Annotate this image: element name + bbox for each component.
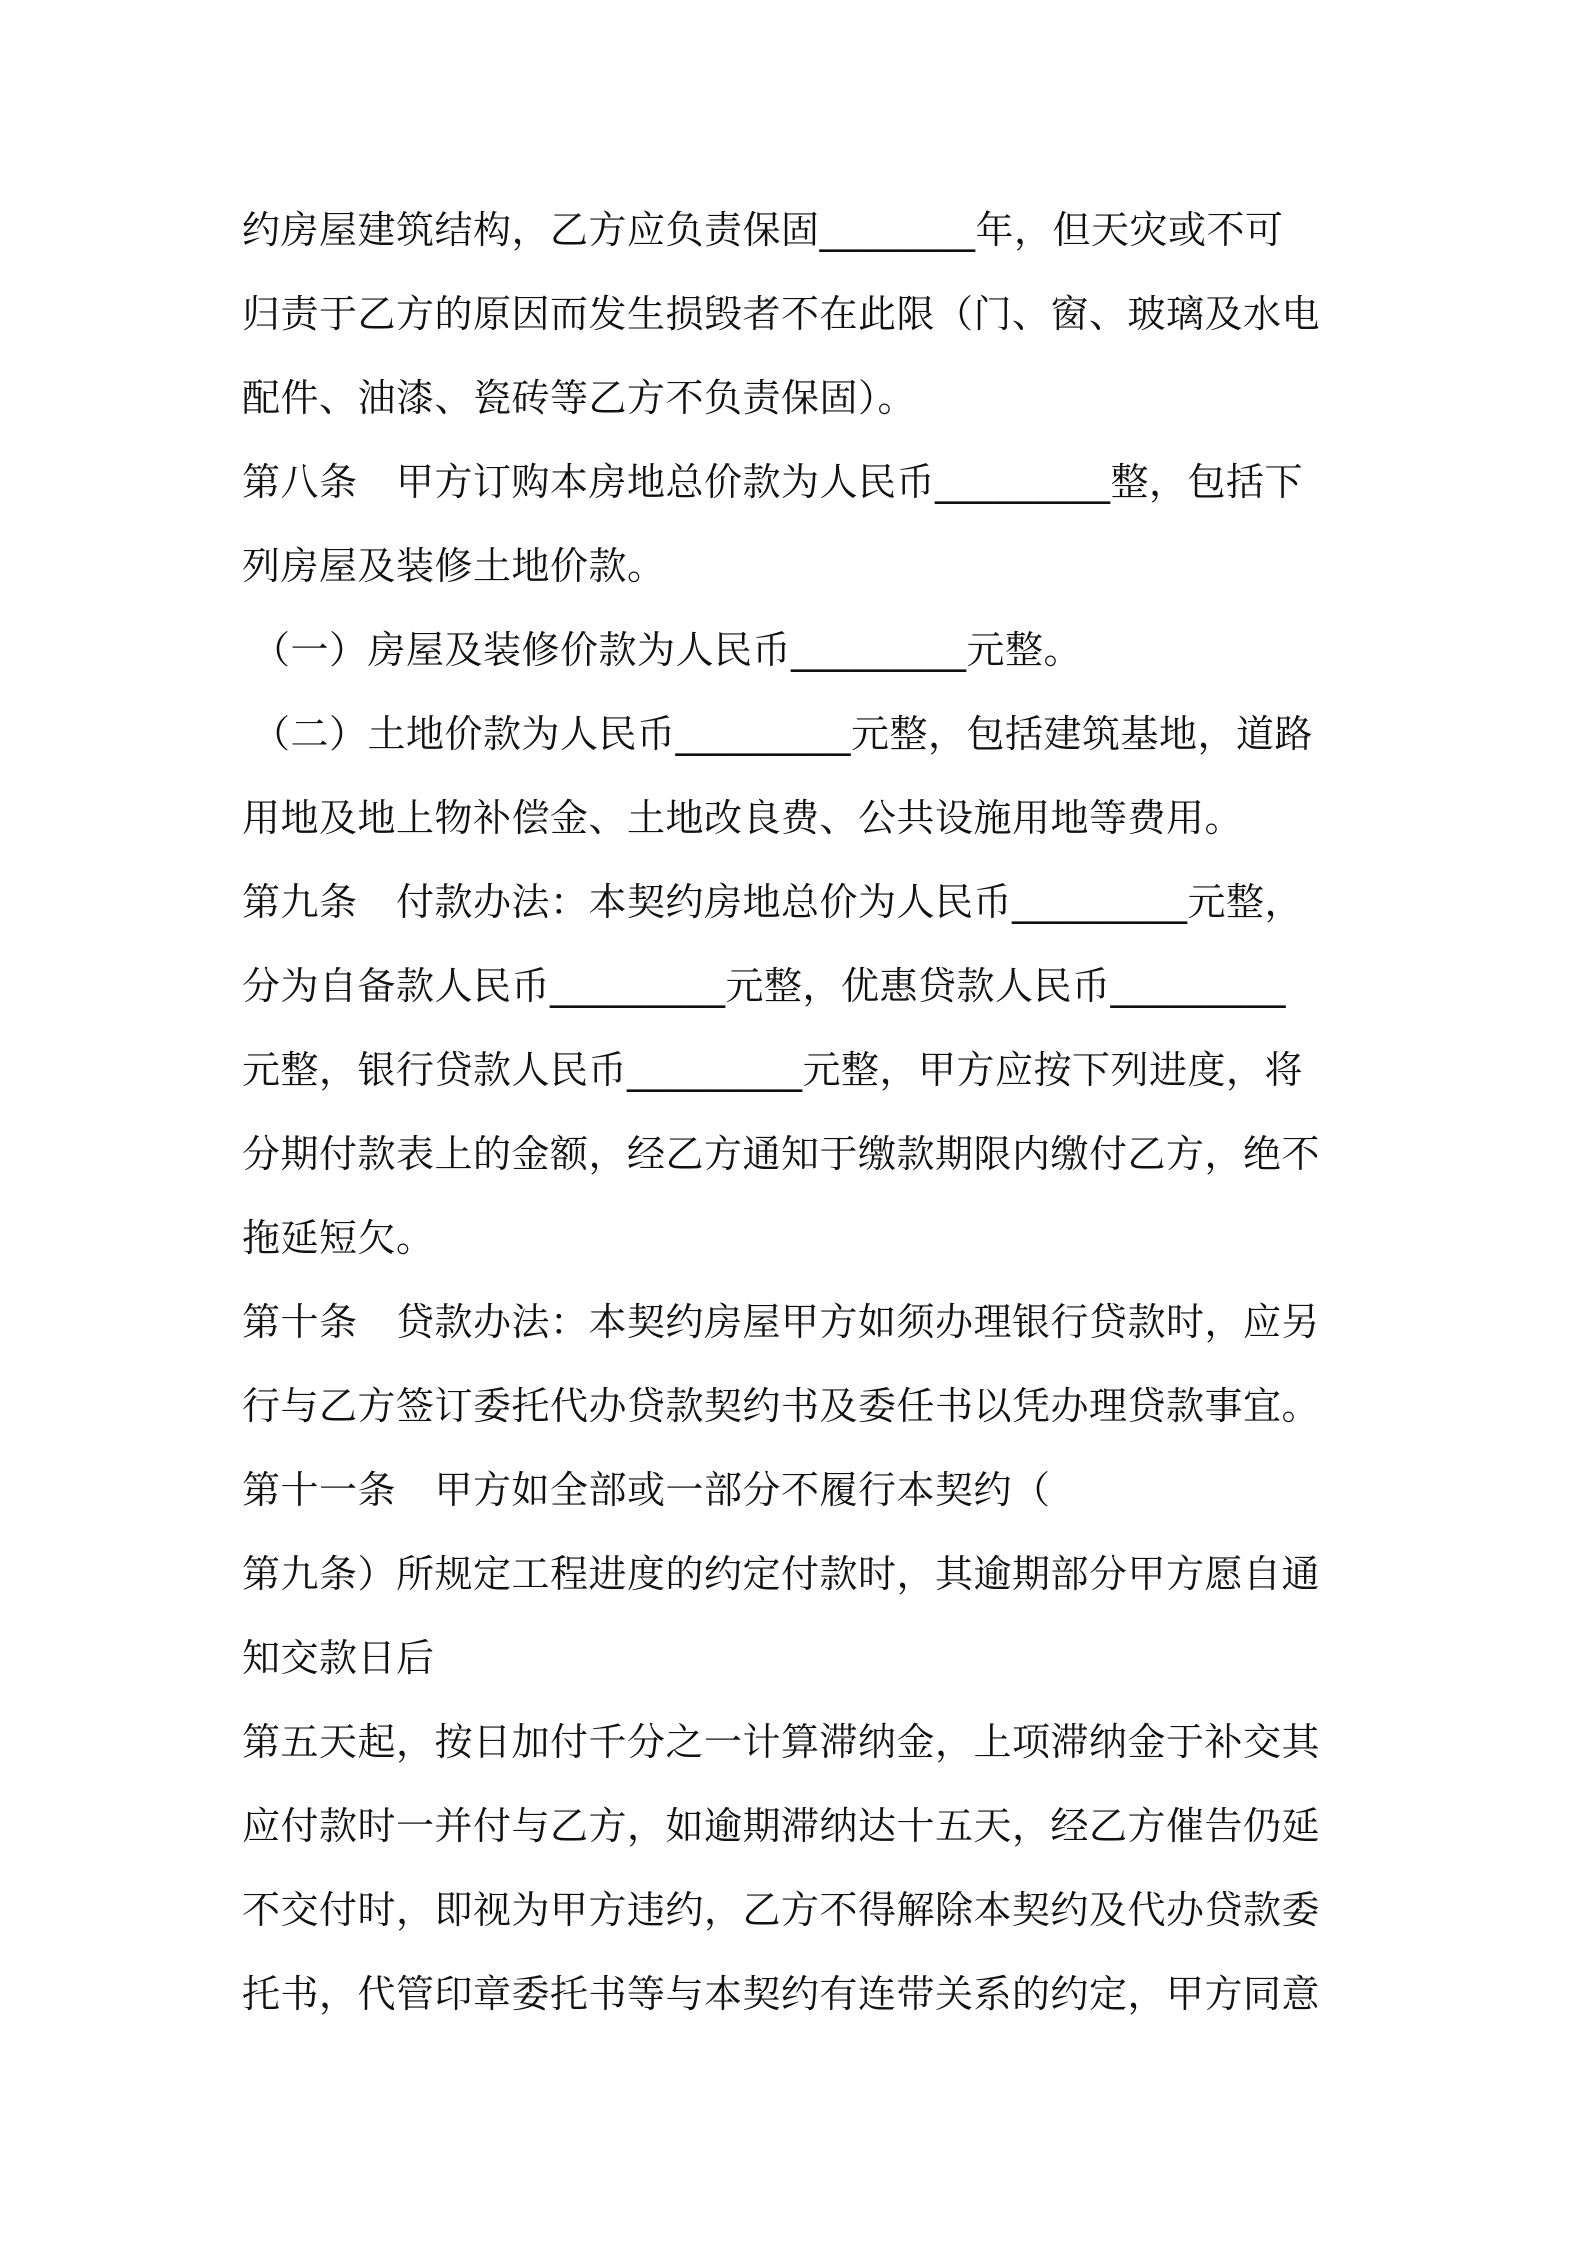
article-10-line-2: 行与乙方签订委托代办贷款契约书及委任书以凭办理贷款事宜。 [242,1384,1321,1428]
article-9-line-4: 分期付款表上的金额，经乙方通知于缴款期限内缴付乙方，绝不 [242,1132,1321,1176]
article-9-line-2: 分为自备款人民币_________元整，优惠贷款人民币_________ [242,964,1287,1008]
item-1-line: （一）房屋及装修价款为人民币_________元整。 [252,628,1083,672]
item-2-line-2: 用地及地上物补偿金、土地改良费、公共设施用地等费用。 [242,796,1244,840]
text-line-2: 归责于乙方的原因而发生损毁者不在此限（门、窗、玻璃及水电 [242,292,1321,336]
article-9-line-1: 第九条 付款办法：本契约房地总价为人民币_________元整， [242,880,1304,924]
article-9-line-3: 元整，银行贷款人民币_________元整，甲方应按下列进度，将 [242,1048,1304,1092]
article-11-line-6: 不交付时，即视为甲方违约，乙方不得解除本契约及代办贷款委 [242,1888,1321,1932]
article-11-line-5: 应付款时一并付与乙方，如逾期滞纳达十五天，经乙方催告仍延 [242,1804,1321,1848]
article-11-line-4: 第五天起，按日加付千分之一计算滞纳金，上项滞纳金于补交其 [242,1720,1321,1764]
article-11-line-1: 第十一条 甲方如全部或一部分不履行本契约（ [242,1468,1051,1512]
article-11-line-7: 托书，代管印章委托书等与本契约有连带关系的约定，甲方同意 [242,1972,1321,2016]
item-2-line-1: （二）土地价款为人民币_________元整，包括建筑基地，道路 [252,712,1314,756]
article-8-line-1: 第八条 甲方订购本房地总价款为人民币_________整，包括下 [242,460,1304,504]
article-9-line-5: 拖延短欠。 [242,1216,435,1260]
text-line-3: 配件、油漆、瓷砖等乙方不负责保固）。 [242,376,917,420]
article-11-line-2: 第九条）所规定工程进度的约定付款时，其逾期部分甲方愿自通 [242,1552,1321,1596]
article-11-line-3: 知交款日后 [242,1636,435,1680]
contract-text [242,188,1364,2036]
article-10-line-1: 第十条 贷款办法：本契约房屋甲方如须办理银行贷款时，应另 [242,1300,1321,1344]
article-8-line-2: 列房屋及装修土地价款。 [242,544,666,588]
text-line-1: 约房屋建筑结构，乙方应负责保固________年，但天灾或不可 [242,208,1284,252]
